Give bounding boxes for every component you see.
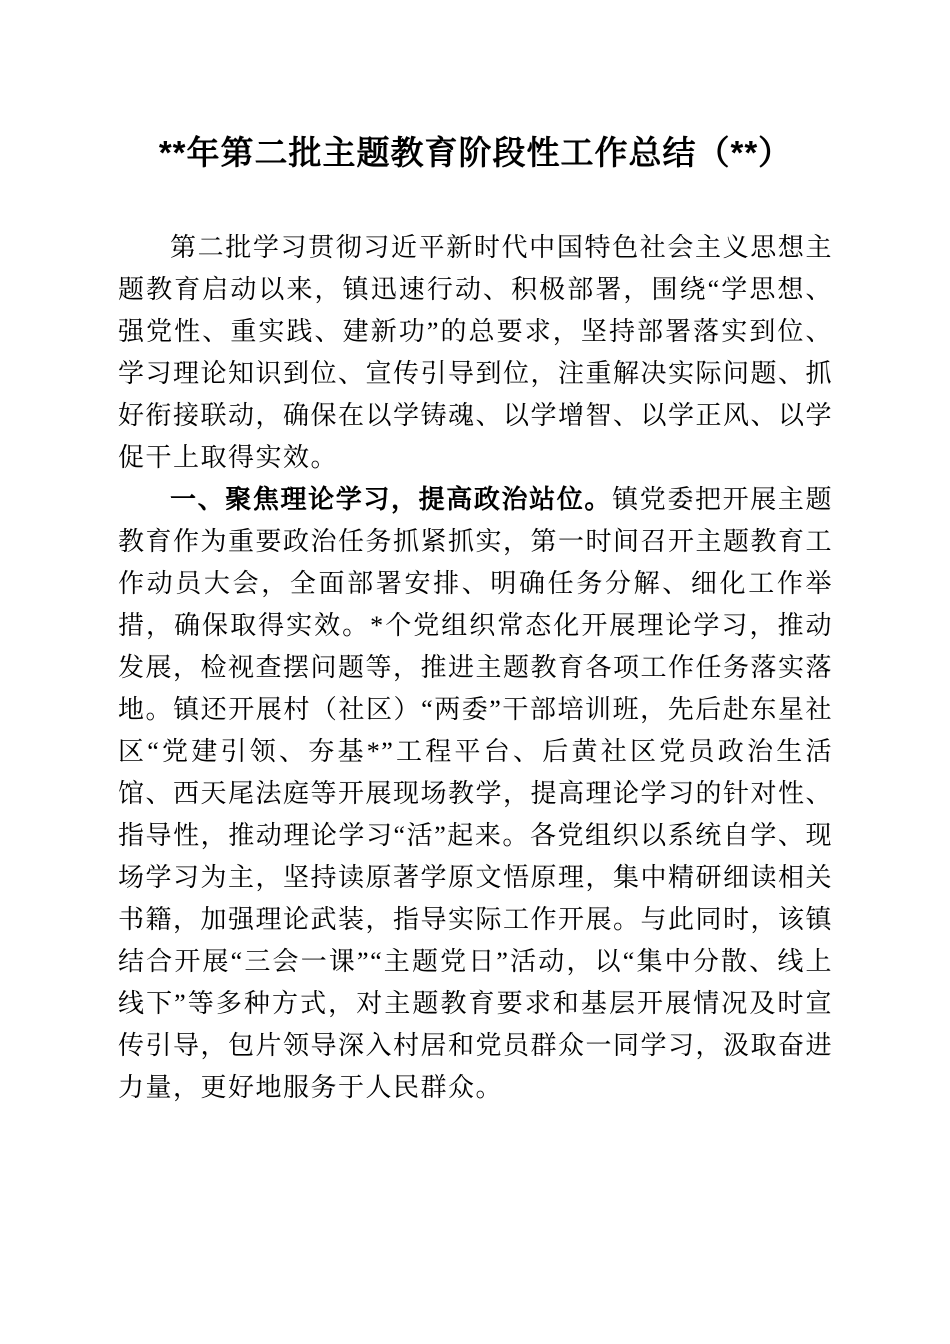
paragraph-intro-text: 第二批学习贯彻习近平新时代中国特色社会主义思想主题教育启动以来，镇迅速行动、积极部署，围绕“学思想、强党性、重实践、建新功”的总要求，坚持部署落实到位、学习理论知识到位、宣传引导到位，注重解决实际问题、抓好衔接联动，确保在以学铸魂、以学增智、以学正风、以学促干上取得实效。 xyxy=(118,232,834,472)
document-title: **年第二批主题教育阶段性工作总结（**） xyxy=(158,134,793,171)
paragraph-section-1-text: 镇党委把开展主题教育作为重要政治任务抓紧抓实，第一时间召开主题教育工作动员大会，全面部署安排、明确任务分解、细化工作举措，确保取得实效。*个党组织常态化开展理论学习，推动发展，检视查摆问题等，推进主题教育各项工作任务落实落地。镇还开展村（社区）“两委”干部培训班，先后赴东星社区“党建引领、夯基*”工程平台、后黄社区党员政治生活馆、西天尾法庭等开展现场教学，提高理论学习的针对性、指导性，推动理论学习“活”起来。各党组织以系统自学、现场学习为主，坚持读原著学原文悟原理，集中精研细读相关书籍，加强理论武装，指导实际工作开展。与此同时，该镇结合开展“三会一课”“主题党日”活动，以“集中分散、线上线下”等多种方式，对主题教育要求和基层开展情况及时宣传引导，包片领导深入村居和党员群众一同学习，汲取奋进力量，更好地服务于人民群众。 xyxy=(118,484,834,1102)
paragraph-section-1 xyxy=(118,479,833,1109)
document-body xyxy=(118,227,833,1109)
paragraph-section-1-heading: 一、聚焦理论学习，提高政治站位。 xyxy=(170,484,613,514)
paragraph-intro xyxy=(118,227,833,479)
